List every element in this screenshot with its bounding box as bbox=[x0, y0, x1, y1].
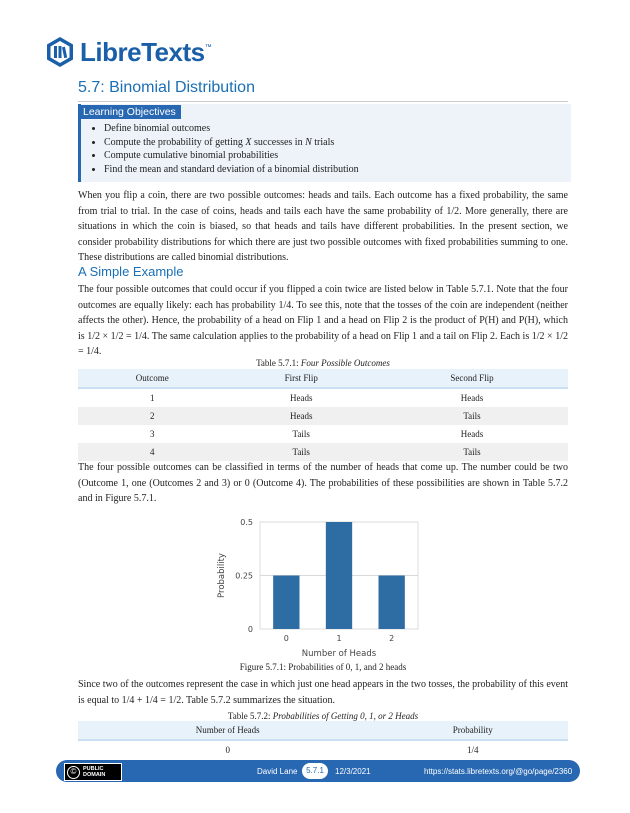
y-tick-label: 0.5 bbox=[240, 518, 253, 527]
since-paragraph: Since two of the outcomes represent the case in which just one head appears in the two tosses, the probability of this event is equal to 1/4 + 1/4 = 1/2. Table 5.7.2 summarizes the situation. bbox=[78, 679, 568, 706]
license-label: PUBLIC DOMAIN bbox=[83, 766, 106, 778]
objective-item: • Compute cumulative binomial probabilities bbox=[104, 149, 359, 163]
section-heading: A Simple Example bbox=[78, 264, 184, 279]
libretexts-logo-icon bbox=[44, 36, 76, 68]
table-row: 0 1/4 bbox=[225, 745, 479, 755]
table-header: Number of Heads bbox=[78, 721, 377, 740]
table-header: Outcome bbox=[78, 369, 226, 388]
page-footer bbox=[56, 760, 580, 782]
figure-bar-chart bbox=[212, 508, 428, 658]
objective-item: • Define binomial outcomes bbox=[104, 122, 359, 136]
brand-name: LibreTexts bbox=[80, 36, 205, 67]
bar-chart bbox=[212, 508, 428, 658]
x-tick-label: 0 bbox=[283, 634, 289, 643]
table-header: Probability bbox=[377, 721, 568, 740]
table-header: Second Flip bbox=[376, 369, 568, 388]
footer-page-number: 5.7.1 bbox=[302, 763, 328, 779]
footer-author: David Lane bbox=[257, 767, 298, 776]
bar bbox=[379, 576, 405, 630]
table-row: 3 Tails Heads bbox=[149, 429, 484, 439]
footer-date: 12/3/2021 bbox=[335, 767, 371, 776]
outcomes-table bbox=[78, 369, 568, 461]
probabilities-table bbox=[78, 721, 568, 759]
figure-caption: Figure 5.7.1: Probabilities of 0, 1, and 2 heads bbox=[239, 662, 407, 672]
objective-item: • Compute the probability of getting X successes in N trials bbox=[104, 136, 359, 150]
bar bbox=[326, 522, 352, 629]
x-axis-label: Number of Heads bbox=[301, 649, 377, 658]
table1-caption: Table 5.7.1: Four Possible Outcomes bbox=[256, 358, 390, 368]
table2-caption: Table 5.7.2: Probabilities of Getting 0, 1, or 2 Heads bbox=[227, 711, 419, 721]
footer-url[interactable]: https://stats.libretexts.org/@go/page/2360 bbox=[424, 767, 573, 776]
example-paragraph: The four possible outcomes that could occur if you flipped a coin twice are listed below in Table 5.7.1. Note that the four outcomes are equally likely: each has probability 1/4. To see this, note that the tosses of the coin are independent (neither affects the other). Hence, the probability of a head on Flip 1 and a head on Flip 2 is the product of P(H) and P(H), which is 1/2 × 1/2 = 1/4. The same calculation applies to the probability of a head on Flip 1 and a tail on Flip 2. Each is 1/2 × 1/2 = 1/4. bbox=[78, 284, 568, 357]
page-title: 5.7: Binomial Distribution bbox=[78, 79, 255, 96]
y-axis-label: Probability bbox=[217, 553, 227, 598]
trademark: ™ bbox=[204, 43, 212, 51]
table-row: 4 Tails Tails bbox=[78, 443, 568, 461]
learning-objectives-heading: Learning Objectives bbox=[78, 105, 181, 119]
y-tick-label: 0.25 bbox=[235, 571, 253, 581]
y-tick-label: 0 bbox=[247, 625, 253, 634]
table-header: First Flip bbox=[226, 369, 376, 388]
bar bbox=[273, 576, 299, 630]
learning-objectives-list bbox=[90, 122, 359, 176]
x-tick-label: 1 bbox=[336, 634, 342, 643]
public-domain-icon: © bbox=[67, 766, 80, 779]
title-divider bbox=[78, 101, 568, 102]
public-domain-badge[interactable] bbox=[64, 763, 122, 781]
table-row: 2 Heads Tails bbox=[78, 407, 568, 425]
x-tick-label: 2 bbox=[389, 634, 395, 643]
table-row: 1 Heads Heads bbox=[149, 393, 484, 403]
outcomes-paragraph: The four possible outcomes can be classified in terms of the number of heads that come up. The number could be two (Outcome 1, one (Outcomes 2 and 3) or 0 (Outcome 4). The probabilities of these possibilities are shown in Table 5.7.2 and in Figure 5.7.1. bbox=[78, 462, 568, 504]
objective-item: • Find the mean and standard deviation of a binomial distribution bbox=[104, 163, 359, 177]
libretexts-logo[interactable] bbox=[44, 36, 212, 68]
intro-paragraph: When you flip a coin, there are two possible outcomes: heads and tails. Each outcome has a fixed probability, the same from trial to trial. In the case of coins, heads and tails each have the same probability of 1/2. More generally, there are situations in which the coin is biased, so that heads and tails have different probabilities. In the present section, we consider probability distributions for which there are just two possible outcomes with fixed probabilities summing to one. These distributions are called binomial distributions. bbox=[78, 190, 568, 263]
